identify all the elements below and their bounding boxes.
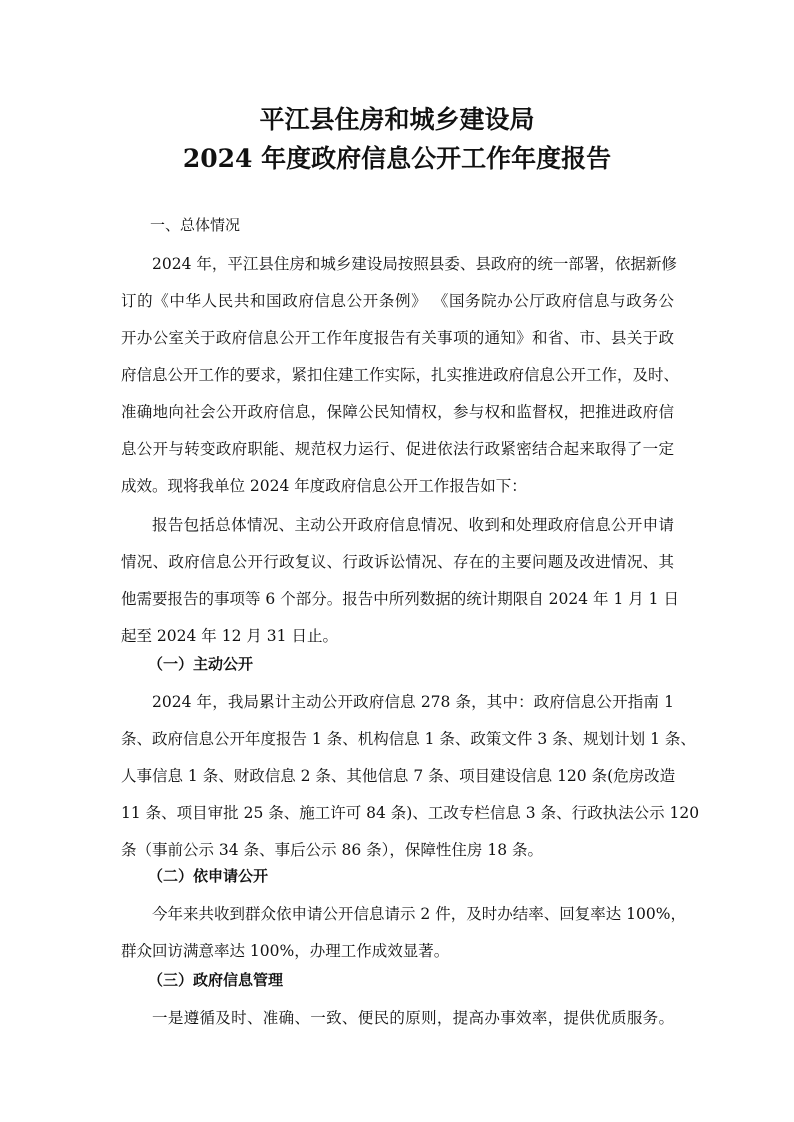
subsection-heading-information-management: （三）政府信息管理 <box>148 971 284 989</box>
paragraph-line: 人事信息 1 条、财政信息 2 条、其他信息 7 条、项目建设信息 120 条(危房改造 <box>121 767 676 785</box>
paragraph-line: 2024 年，我局累计主动公开政府信息 278 条，其中：政府信息公开指南 1 <box>152 693 674 711</box>
paragraph-line: 一是遵循及时、准确、一致、便民的原则，提高办事效率，提供优质服务。 <box>152 1009 674 1027</box>
paragraph-line: 成效。现将我单位 2024 年度政府信息公开工作报告如下： <box>121 477 527 495</box>
paragraph-line: 开办公室关于政府信息公开工作年度报告有关事项的通知》和省、市、县关于政 <box>121 329 674 347</box>
paragraph-line: 府信息公开工作的要求，紧扣住建工作实际，扎实推进政府信息公开工作，及时、 <box>121 366 680 384</box>
paragraph-line: 订的《中华人民共和国政府信息公开条例》 《国务院办公厅政府信息与政务公 <box>121 292 674 310</box>
paragraph-line: 群众回访满意率达 100%，办理工作成效显著。 <box>121 942 450 960</box>
paragraph-line: 11 条、项目审批 25 条、施工许可 84 条)、工改专栏信息 3 条、行政执法公示 120 <box>121 804 700 822</box>
section-heading-overview: 一、总体情况 <box>150 216 241 234</box>
paragraph-line: 情况、政府信息公开行政复议、行政诉讼情况、存在的主要问题及改进情况、其 <box>121 553 674 571</box>
paragraph-line: 今年来共收到群众依申请公开信息请示 2 件，及时办结率、回复率达 100%， <box>152 905 686 923</box>
document-title-line-1: 平江县住房和城乡建设局 <box>259 105 535 134</box>
paragraph-line: 息公开与转变政府职能、规范权力运行、促进依法行政紧密结合起来取得了一定 <box>121 440 674 458</box>
paragraph-line: 报告包括总体情况、主动公开政府信息情况、收到和处理政府信息公开申请 <box>152 516 674 534</box>
paragraph-line: 条、政府信息公开年度报告 1 条、机构信息 1 条、政策文件 3 条、规划计划 1 条、 <box>121 730 696 748</box>
paragraph-line: 起至 2024 年 12 月 31 日止。 <box>121 627 338 645</box>
paragraph-line: 条（事前公示 34 条、事后公示 86 条），保障性住房 18 条。 <box>121 841 543 859</box>
paragraph-line: 2024 年，平江县住房和城乡建设局按照县委、县政府的统一部署，依据新修 <box>152 255 677 273</box>
paragraph-line: 他需要报告的事项等 6 个部分。报告中所列数据的统计期限自 2024 年 1 月 1 日 <box>121 590 679 608</box>
paragraph-line: 准确地向社会公开政府信息，保障公民知情权，参与权和监督权，把推进政府信 <box>121 403 674 421</box>
subsection-heading-proactive-disclosure: （一）主动公开 <box>148 655 254 673</box>
subsection-heading-on-request-disclosure: （二）依申请公开 <box>148 867 269 885</box>
document-title-line-2: 2024 年度政府信息公开工作年度报告 <box>182 144 612 173</box>
